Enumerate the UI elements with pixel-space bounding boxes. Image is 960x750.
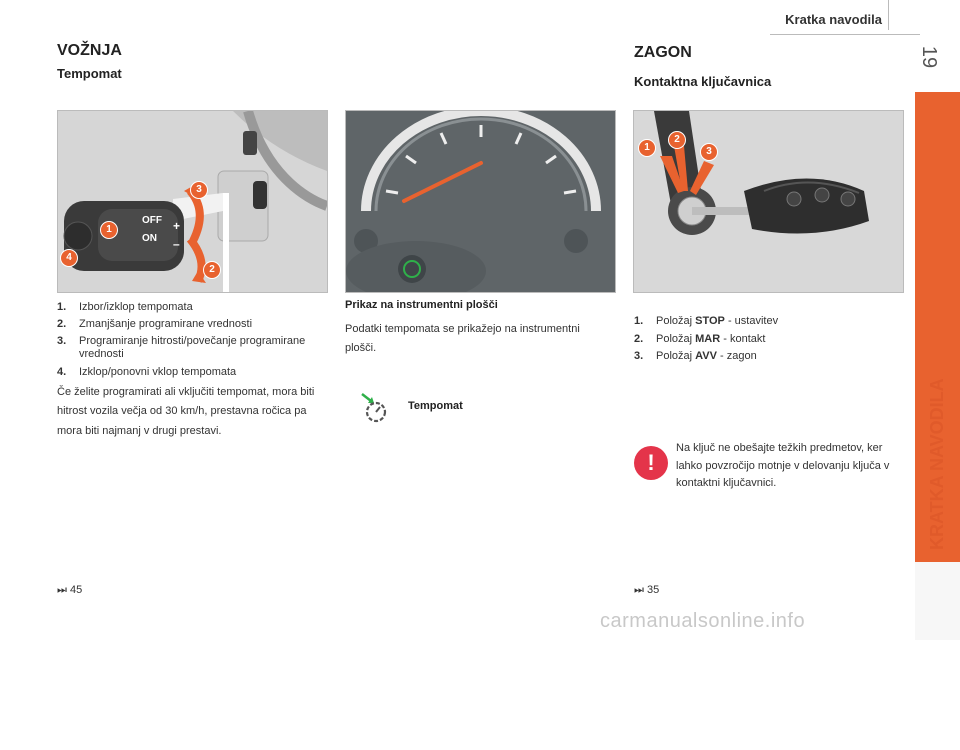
ignition-items-list: [634, 313, 894, 366]
header-title: Kratka navodila: [785, 12, 882, 27]
subtitle-cruise: Tempomat: [57, 66, 122, 81]
badge-1: 1: [638, 139, 656, 157]
badge-4: 4: [60, 249, 78, 267]
list-item: 3. Programiranje hitrosti/povečanje programirane vrednosti: [57, 335, 306, 360]
badge-1: 1: [100, 221, 118, 239]
cluster-illustration: [346, 111, 615, 292]
warning-text: Na ključ ne obešajte težkih predmetov, ker lahko povzročijo motnje v delovanju ključa v kontaktni ključavnici.: [676, 442, 890, 490]
cluster-heading: Prikaz na instrumentni plošči: [345, 299, 498, 311]
ignition-image: [633, 110, 904, 293]
cruise-icon-label: Tempomat: [408, 400, 463, 412]
page-number-wrap: [914, 42, 944, 72]
stalk-illustration: [58, 111, 327, 292]
warning-icon: !: [634, 446, 668, 480]
page-number: 19: [918, 45, 940, 69]
stalk-label-minus: –: [173, 237, 180, 251]
sidebar-label-wrap: [925, 378, 949, 750]
stalk-label-on: ON: [142, 233, 157, 244]
header-rule: [770, 34, 920, 35]
badge-3: 3: [190, 181, 208, 199]
list-item: 2. Zmanjšanje programirane vrednosti: [57, 317, 253, 330]
cruise-paragraph: Če želite programirati ali vključiti tempomat, mora biti hitrost vozila večja od 30 km/h, prestavna ročica pa mora biti najmanj v drugi prestavi.: [57, 386, 315, 437]
watermark: carmanualsonline.info: [600, 610, 806, 632]
list-item: 1. Položaj STOP - ustavitev: [634, 315, 779, 327]
page-ref-right[interactable]: ⏭ 35: [634, 584, 660, 596]
badge-2: 2: [203, 261, 221, 279]
header-divider: [888, 0, 889, 30]
stalk-label-plus: +: [173, 219, 181, 233]
cluster-text: Podatki tempomata se prikažejo na instrumentni plošči.: [345, 323, 580, 355]
cruise-stalk-image: [57, 110, 328, 293]
subtitle-ignition: Kontaktna ključavnica: [634, 74, 772, 89]
sidebar-label: KRATKA NAVODILA: [927, 378, 947, 550]
section-title-driving: VOŽNJA: [57, 42, 122, 59]
cruise-items-list: [57, 299, 322, 381]
cruise-control-icon: [360, 392, 390, 424]
list-item: 3. Položaj AVV - zagon: [634, 350, 757, 363]
badge-3: 3: [700, 143, 718, 161]
list-item: 1. Izbor/izklop tempomata: [57, 301, 193, 313]
section-title-start: ZAGON: [634, 44, 692, 61]
instrument-cluster-image: [345, 110, 616, 293]
list-item: 4. Izklop/ponovni vklop tempomata: [57, 366, 237, 379]
stalk-label-off: OFF: [142, 215, 162, 226]
page-ref-left[interactable]: ⏭ 45: [57, 584, 83, 596]
badge-2: 2: [668, 131, 686, 149]
list-item: 2. Položaj MAR - kontakt: [634, 332, 766, 345]
